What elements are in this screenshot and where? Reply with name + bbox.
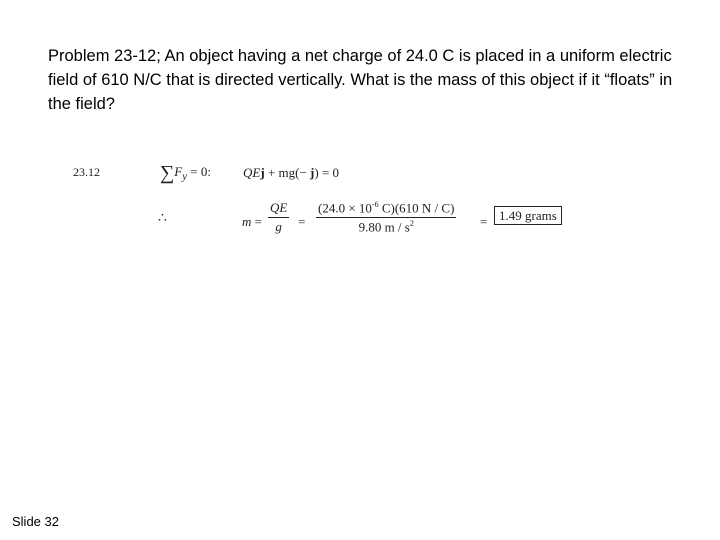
unit-j-neg: j: [310, 165, 315, 180]
sigma-symbol: ∑: [160, 162, 175, 184]
charge-exponent: -6: [371, 200, 379, 209]
exercise-number: 23.12: [73, 165, 100, 179]
mass-variable: [242, 214, 262, 230]
numeric-fraction: [316, 200, 456, 236]
answer-box: 1.49 grams: [494, 206, 562, 225]
sum-equals-zero: = 0:: [190, 164, 211, 179]
mass-symbol: m: [242, 214, 252, 229]
equals-sign-2: =: [298, 214, 306, 229]
mg-term: + mg(−: [264, 165, 311, 180]
force-subscript: y: [182, 170, 188, 183]
fraction1-numerator: QE: [268, 200, 289, 218]
slide-number: Slide 32: [12, 514, 59, 529]
fraction2-denominator: [359, 218, 414, 235]
equals-zero: ) = 0: [314, 165, 340, 180]
fraction2-numerator: [316, 200, 456, 218]
force-variable: F: [174, 164, 183, 179]
gravity-value: 9.80 m / s: [358, 219, 410, 235]
gravity-exponent: 2: [409, 219, 414, 229]
sum-of-forces: [160, 162, 211, 185]
equals-sign-1: =: [254, 214, 262, 229]
fraction1-denominator: g: [275, 219, 282, 234]
unit-j: j: [260, 165, 265, 180]
therefore-symbol: ∴: [158, 211, 167, 226]
numerator-charge: (24.0 × 10: [318, 200, 372, 216]
problem-statement: Problem 23-12; An object having a net charge of 24.0 C is placed in a uniform electric field of 610 N/C that is directed vertically. What is the mass of this object if it “floats” in the field?: [48, 47, 673, 113]
qe-term: QE: [243, 165, 261, 180]
numerator-field: C)(610 N / C): [378, 200, 455, 216]
equals-sign-3: =: [480, 214, 488, 229]
force-balance-equation: [243, 165, 339, 181]
qe-over-g-fraction: [268, 200, 289, 235]
